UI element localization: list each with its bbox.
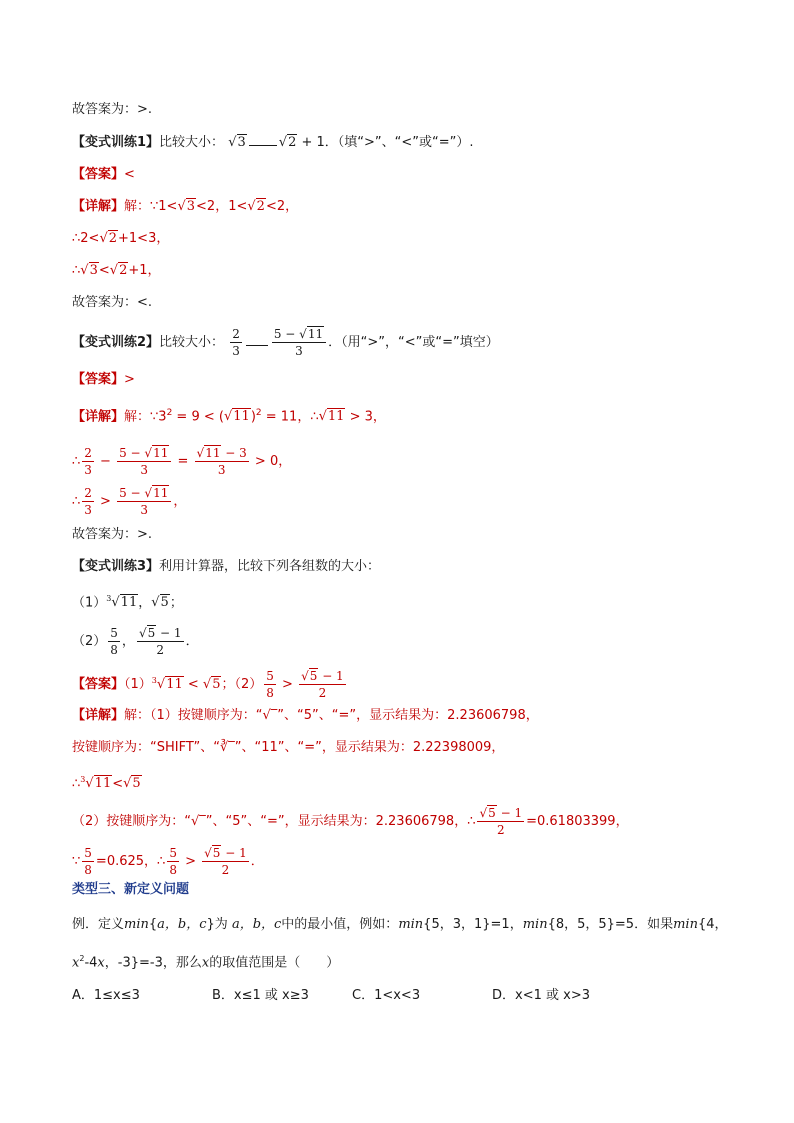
detail-2-line-3: ∴ $\frac{2}{3}$ > $\frac{5 - √11}{3}$ ，	[72, 486, 187, 517]
question-3-1: $(1)^3√11$，√5；	[72, 594, 183, 611]
answer-1: 【答案】<	[72, 167, 135, 182]
variant-training-2: 【变式训练2】比较大小： $\frac{2}{3}$ $\frac{5 - √11}{3}$ ．（用“>”，“<”或“=”填空）	[72, 327, 499, 358]
answer-line-3: 故答案为：>.	[72, 527, 153, 542]
detail-2-line-1: 【详解】解：$\because 3^2 = 9 < (√11)^2 = 11$，∴√11 > 3，	[72, 408, 386, 425]
detail-1-line-3: ∴√3<√2+1，	[72, 263, 161, 278]
option-d[interactable]: D．x<1 或 x>3	[492, 988, 590, 1003]
sqrt-2: √2	[278, 135, 297, 150]
detail-3-line-3: ∴$^3$√11<√5	[72, 775, 141, 792]
detail-1-line-2: ∴2<√2+1<3，	[72, 231, 170, 246]
options-row	[72, 986, 632, 1006]
detail-1-line-1: 【详解】解：∵1<√3<2，1<√2<2，	[72, 199, 299, 214]
option-b[interactable]: B．x≤1 或 x≥3	[212, 988, 309, 1003]
variant-training-3: 【变式训练3】利用计算器，比较下列各组数的大小：	[72, 559, 381, 574]
answer-line-2: 故答案为：<.	[72, 295, 153, 310]
detail-3-line-1: 【详解】解：（1）按键顺序为：“√‾”、“5”、“=”，显示结果为：2.23606798，	[72, 708, 539, 723]
variant-training-1: 【变式训练1】比较大小： √3 √2 + 1．（填“>”、“<”或“=”）.	[72, 133, 474, 153]
detail-3-line-5: ∵ $\frac{5}{8}$ =0.625，∴ $\frac{5}{8}$ > $\frac{√5 - 1}{2}$ ．	[72, 846, 264, 877]
example-line-1: 例．定义min{a，b，c}为 a，b，c中的最小值，例如：min{5，3，1}=1，min{8，5，5}=5．如果min{4，	[72, 917, 728, 932]
sqrt-3: √3	[228, 135, 246, 150]
question-3-2: （2） $\frac{5}{8}$ ， $\frac{√5 - 1}{2}$ ．	[72, 626, 199, 657]
section-title-type-3: 类型三、新定义问题	[72, 882, 190, 897]
detail-3-line-2: 按键顺序为：“SHIFT”、“∛‾”、“11”、“=”，显示结果为：2.22398009，	[72, 740, 505, 755]
example-line-2: $x^2-4x$，-3}=-3，那么x的取值范围是（ ）	[72, 954, 340, 971]
answer-line-1: 故答案为：>.	[72, 102, 153, 117]
option-c[interactable]: C．1<x<3	[352, 988, 421, 1003]
answer-blank	[249, 133, 277, 146]
answer-3: 【答案】$(1)^3√11 < √5$；（2） $\frac{5}{8}$ > $\frac{√5 - 1}{2}$	[72, 669, 344, 700]
option-a[interactable]: A．1≤x≤3	[72, 988, 140, 1003]
detail-3-line-4: （2）按键顺序为：“√‾”、“5”、“=”，显示结果为：2.23606798，∴ $\frac{√5 - 1}{2}$ =0.61803399，	[72, 806, 629, 837]
detail-2-line-2: ∴ $\frac{2}{3}$ − $\frac{5 - √11}{3}$ = $\frac{√11 - 3}{3}$ > 0，	[72, 446, 292, 477]
answer-2: 【答案】>	[72, 372, 135, 387]
